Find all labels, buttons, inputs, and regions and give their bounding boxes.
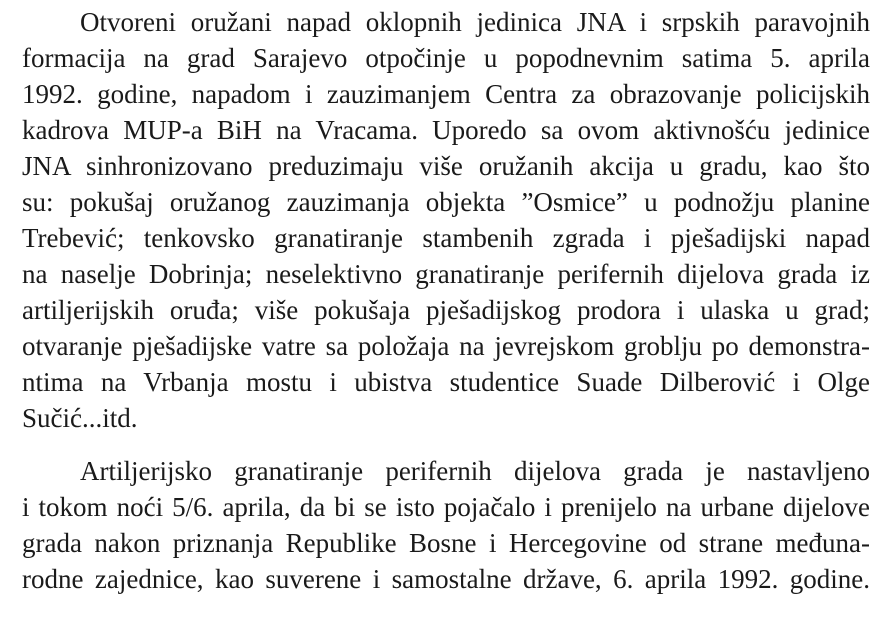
paragraph-1 [22,4,870,436]
text-line: Otvoreni oružani napad oklopnih jedinica JNA i srpskih paravojnih [80,7,870,37]
document-page [22,4,870,597]
text-line: kadrova MUP-a BiH na Vracama. Uporedo sa ovom aktivnošću jedinice [22,115,870,145]
text-line: formacija na grad Sarajevo otpočinje u popodnevnim satima 5. aprila [22,43,870,73]
text-line: otvaranje pješadijske vatre sa položaja na jevrejskom groblju po demonstra- [22,331,870,361]
text-line: i tokom noći 5/6. aprila, da bi se isto pojačalo i prenijelo na urbane dijelove [22,492,870,522]
text-line: grada nakon priznanja Republike Bosne i Hercegovine od strane međuna- [22,528,870,558]
text-line: na naselje Dobrinja; neselektivno granatiranje perifernih dijelova grada iz [22,259,870,289]
text-line: artiljerijskih oruđa; više pokušaja pješadijskog prodora i ulaska u grad; [22,295,870,325]
paragraph-spacer [22,436,870,453]
paragraph-2 [22,453,870,597]
text-line: Sučić...itd. [22,403,138,433]
text-line: 1992. godine, napadom i zauzimanjem Centra za obrazovanje policijskih [22,79,870,109]
text-line: su: pokušaj oružanog zauzimanja objekta ”Osmice” u podnožju planine [22,187,870,217]
text-line: rodne zajednice, kao suverene i samostalne države, 6. aprila 1992. godine. [22,564,870,594]
text-line: Artiljerijsko granatiranje perifernih dijelova grada je nastavljeno [80,456,870,486]
text-line: Trebević; tenkovsko granatiranje stambenih zgrada i pješadijski napad [22,223,870,253]
text-line: JNA sinhronizovano preduzimaju više oružanih akcija u gradu, kao što [22,151,870,181]
text-line: ntima na Vrbanja mostu i ubistva studentice Suade Dilberović i Olge [22,367,870,397]
